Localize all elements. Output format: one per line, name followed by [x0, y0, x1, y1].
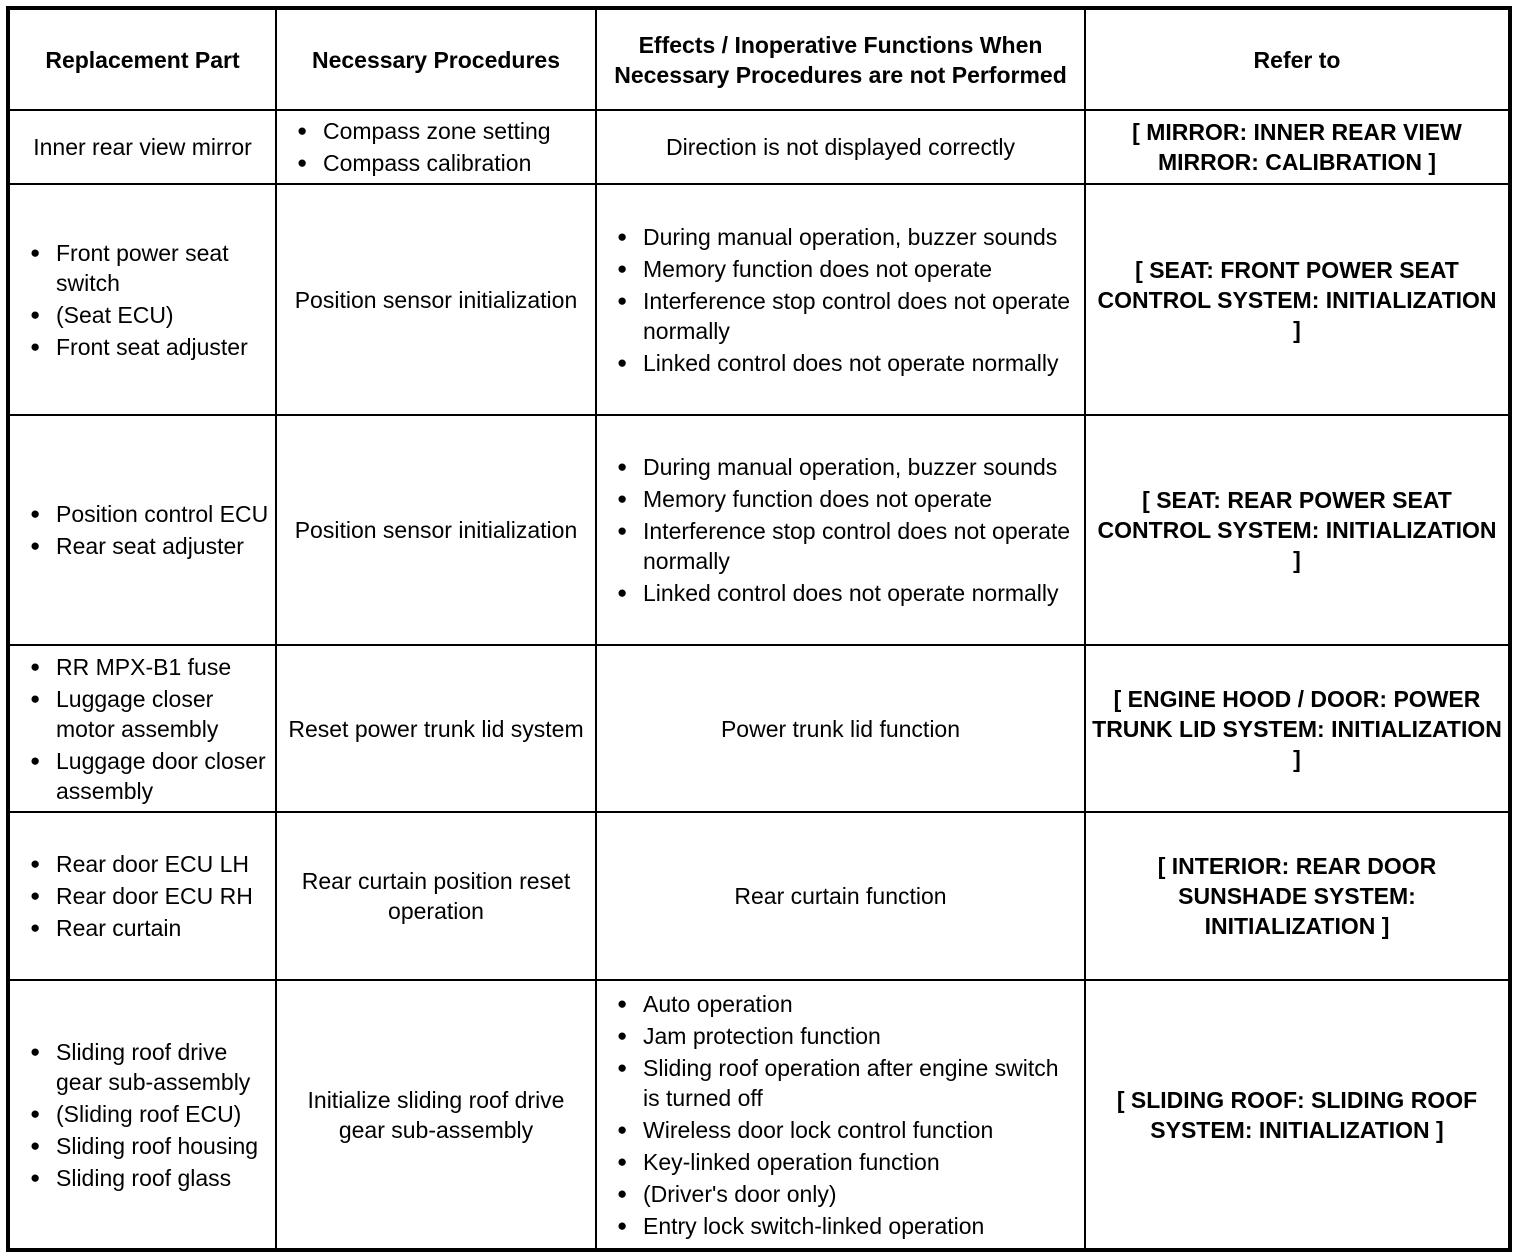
list-item: ● During manual operation, buzzer sounds — [603, 452, 1078, 482]
list-item: ● Luggage door closer assembly — [16, 746, 269, 806]
table-row — [8, 415, 1510, 645]
list-item: ● RR MPX-B1 fuse — [16, 652, 269, 682]
refer-to-cell: [ SEAT: FRONT POWER SEAT CONTROL SYSTEM: INITIALIZATION ] — [1085, 184, 1510, 415]
list-item: ● During manual operation, buzzer sounds — [603, 222, 1078, 252]
header-necessary-procedures: Necessary Procedures — [276, 8, 596, 110]
replacement-part-cell — [8, 415, 276, 645]
table-row — [8, 184, 1510, 415]
header-row — [8, 8, 1510, 110]
procedures-cell: Position sensor initialization — [276, 415, 596, 645]
list-item: ● Sliding roof operation after engine switch is turned off — [603, 1053, 1078, 1113]
header-refer-to: Refer to — [1085, 8, 1510, 110]
list-item: ● (Sliding roof ECU) — [16, 1099, 269, 1129]
list-item: ● Compass zone setting — [283, 116, 589, 146]
refer-to-cell: [ SEAT: REAR POWER SEAT CONTROL SYSTEM: INITIALIZATION ] — [1085, 415, 1510, 645]
list-item: ● Rear door ECU RH — [16, 881, 269, 911]
refer-to-cell: [ SLIDING ROOF: SLIDING ROOF SYSTEM: INITIALIZATION ] — [1085, 980, 1510, 1250]
effects-cell: Rear curtain function — [596, 812, 1085, 980]
list-item: ● Sliding roof housing — [16, 1131, 269, 1161]
header-effects: Effects / Inoperative Functions When Necessary Procedures are not Performed — [596, 8, 1085, 110]
effects-cell — [596, 415, 1085, 645]
table-row — [8, 812, 1510, 980]
list-item: ● Rear seat adjuster — [16, 531, 269, 561]
list-item: ● (Seat ECU) — [16, 300, 269, 330]
list-item: ● Interference stop control does not operate normally — [603, 286, 1078, 346]
replacement-part-cell — [8, 184, 276, 415]
list-item: ● Rear curtain — [16, 913, 269, 943]
table-row — [8, 110, 1510, 184]
list-item: ● Luggage closer motor assembly — [16, 684, 269, 744]
list-item: ● (Driver's door only) — [603, 1179, 1078, 1209]
effects-cell: Power trunk lid function — [596, 645, 1085, 812]
list-item: ● Auto operation — [603, 989, 1078, 1019]
replacement-part-cell — [8, 812, 276, 980]
procedures-cell: Initialize sliding roof drive gear sub-assembly — [276, 980, 596, 1250]
procedures-cell — [276, 110, 596, 184]
list-item: ● Sliding roof drive gear sub-assembly — [16, 1037, 269, 1097]
replacement-part-cell — [8, 645, 276, 812]
list-item: ● Entry lock switch-linked operation — [603, 1211, 1078, 1241]
replacement-part-cell — [8, 980, 276, 1250]
list-item: ● Jam protection function — [603, 1021, 1078, 1051]
list-item: ● Linked control does not operate normally — [603, 578, 1078, 608]
list-item: ● Position control ECU — [16, 499, 269, 529]
list-item: ● Rear door ECU LH — [16, 849, 269, 879]
effects-cell — [596, 184, 1085, 415]
list-item: ● Front seat adjuster — [16, 332, 269, 362]
replacement-procedures-table — [6, 6, 1512, 1252]
procedures-cell: Reset power trunk lid system — [276, 645, 596, 812]
refer-to-cell: [ INTERIOR: REAR DOOR SUNSHADE SYSTEM: INITIALIZATION ] — [1085, 812, 1510, 980]
list-item: ● Memory function does not operate — [603, 484, 1078, 514]
list-item: ● Interference stop control does not operate normally — [603, 516, 1078, 576]
table-row — [8, 645, 1510, 812]
effects-cell — [596, 980, 1085, 1250]
effects-cell: Direction is not displayed correctly — [596, 110, 1085, 184]
list-item: ● Wireless door lock control function — [603, 1115, 1078, 1145]
list-item: ● Key-linked operation function — [603, 1147, 1078, 1177]
table-row — [8, 980, 1510, 1250]
procedures-cell: Position sensor initialization — [276, 184, 596, 415]
list-item: ● Sliding roof glass — [16, 1163, 269, 1193]
list-item: ● Linked control does not operate normally — [603, 348, 1078, 378]
refer-to-cell: [ ENGINE HOOD / DOOR: POWER TRUNK LID SYSTEM: INITIALIZATION ] — [1085, 645, 1510, 812]
list-item: ● Front power seat switch — [16, 238, 269, 298]
replacement-part-cell: Inner rear view mirror — [8, 110, 276, 184]
header-replacement-part: Replacement Part — [8, 8, 276, 110]
procedures-cell: Rear curtain position reset operation — [276, 812, 596, 980]
refer-to-cell: [ MIRROR: INNER REAR VIEW MIRROR: CALIBRATION ] — [1085, 110, 1510, 184]
list-item: ● Compass calibration — [283, 148, 589, 178]
list-item: ● Memory function does not operate — [603, 254, 1078, 284]
